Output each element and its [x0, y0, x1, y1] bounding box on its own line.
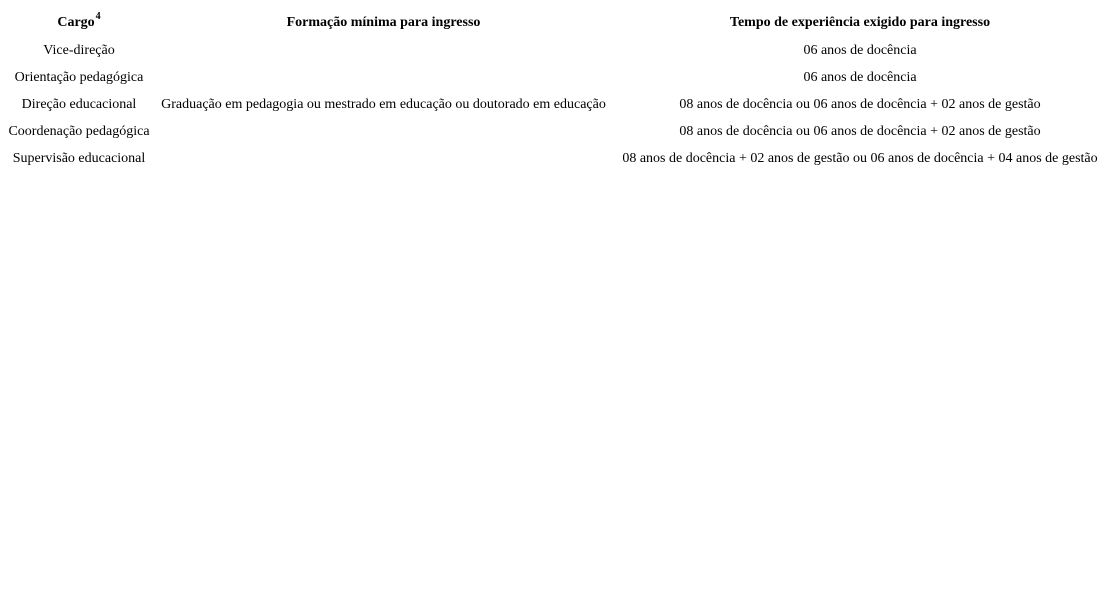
table-row	[4, 145, 1107, 172]
cell-formacao	[154, 145, 613, 172]
cell-formacao	[154, 37, 613, 64]
cell-tempo: 06 anos de docência	[803, 42, 917, 58]
table-row	[4, 118, 1107, 145]
table-row	[4, 37, 1107, 64]
cell-tempo: 08 anos de docência ou 06 anos de docência + 02 anos de gestão	[679, 96, 1041, 112]
cell-cargo: Vice-direção	[43, 42, 115, 58]
cell-formacao: Graduação em pedagogia ou mestrado em educação ou doutorado em educação	[161, 96, 606, 112]
table-row	[4, 64, 1107, 91]
cell-cargo: Coordenação pedagógica	[8, 123, 150, 139]
header-cargo-label: Cargo	[57, 14, 95, 30]
cell-tempo: 06 anos de docência	[803, 69, 917, 85]
header-formacao: Formação mínima para ingresso	[286, 14, 481, 30]
table-row	[4, 91, 1107, 118]
requirements-table	[4, 8, 1107, 172]
cell-tempo: 08 anos de docência + 02 anos de gestão ou 06 anos de docência + 04 anos de gestão	[622, 150, 1098, 166]
table-body	[4, 37, 1107, 172]
cell-formacao	[154, 64, 613, 91]
cell-cargo: Orientação pedagógica	[14, 69, 144, 85]
cell-tempo: 08 anos de docência ou 06 anos de docência + 02 anos de gestão	[679, 123, 1041, 139]
header-cargo	[4, 8, 154, 37]
cell-formacao	[154, 118, 613, 145]
footnote-marker: 4	[95, 10, 101, 22]
header-row	[4, 8, 1107, 37]
table-header	[4, 8, 1107, 37]
cell-cargo: Direção educacional	[21, 96, 137, 112]
header-tempo: Tempo de experiência exigido para ingresso	[729, 14, 991, 30]
cell-cargo: Supervisão educacional	[12, 150, 146, 166]
